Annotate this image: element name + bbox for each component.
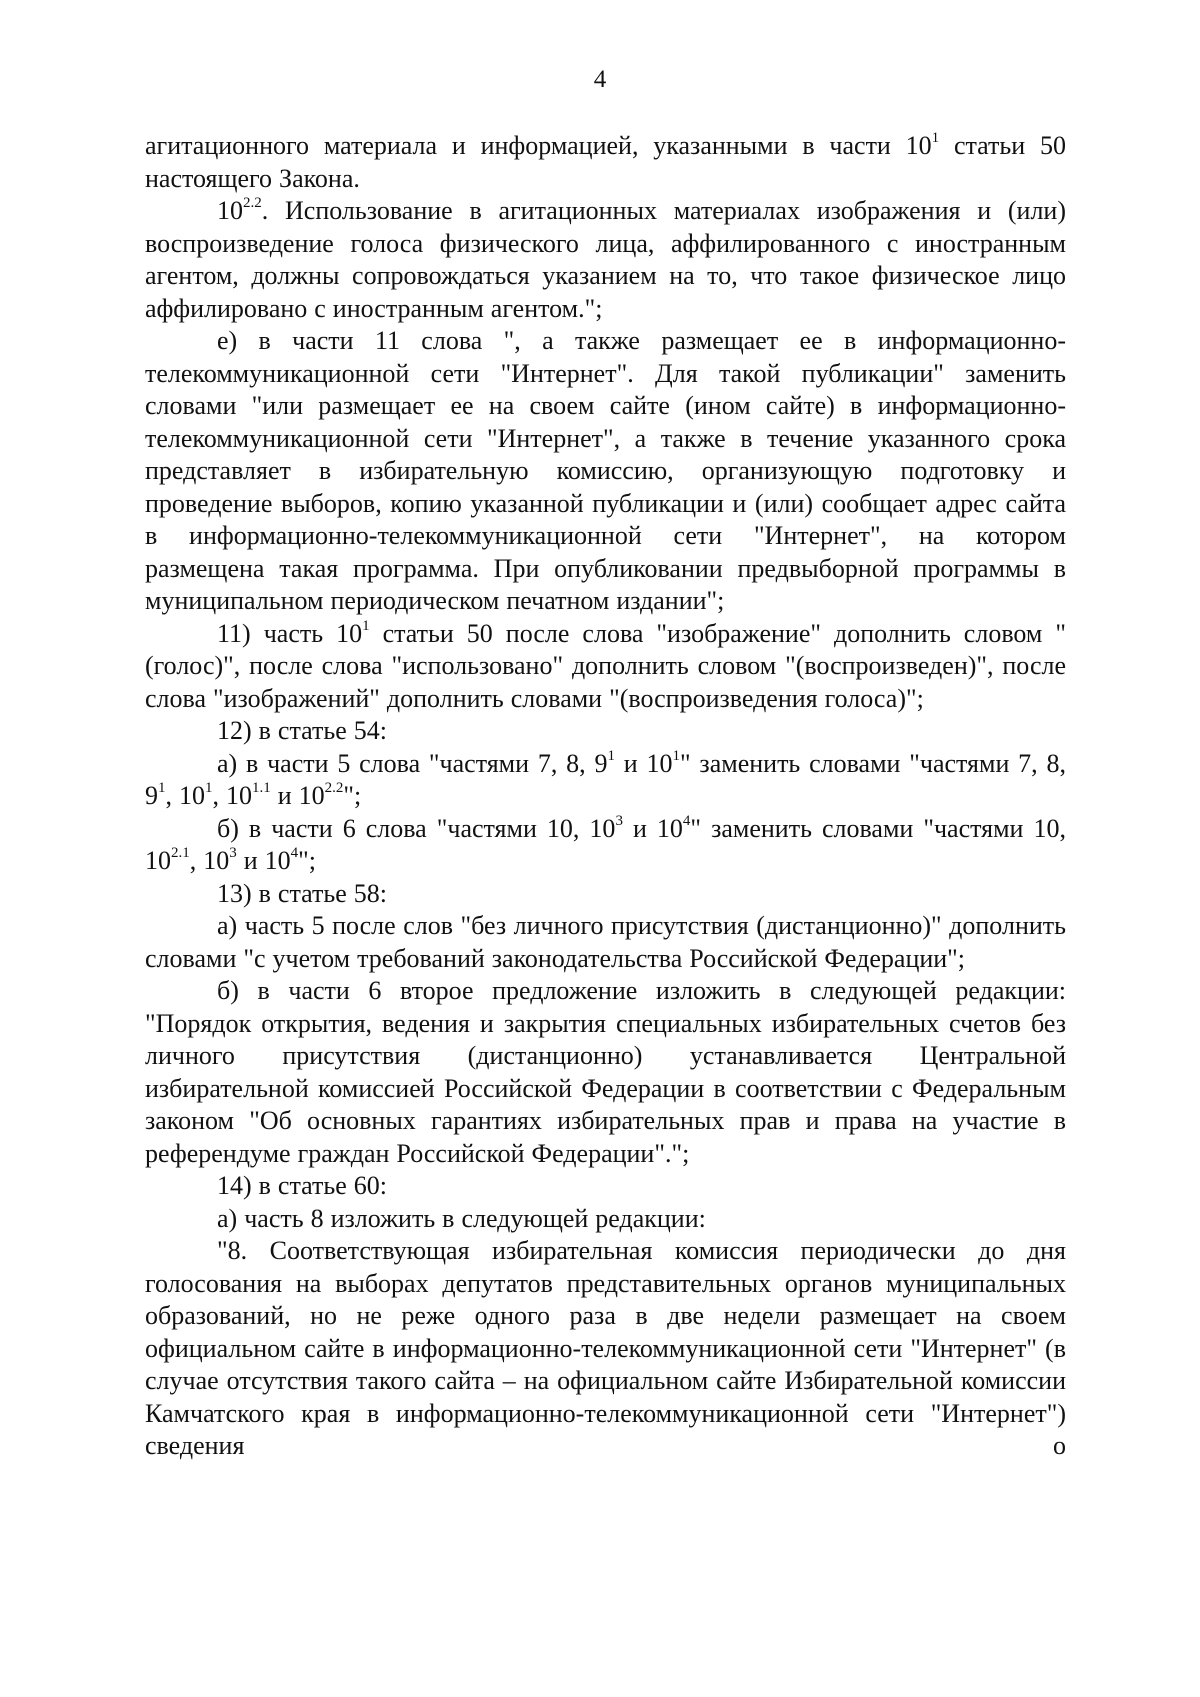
superscript: 1 <box>607 747 615 764</box>
text-run: 13) в статье 58: <box>217 878 388 908</box>
superscript: 4 <box>682 812 691 829</box>
superscript: 1 <box>362 617 370 634</box>
paragraph <box>145 195 1066 325</box>
text-run: "8. Соответствующая избирательная комиссия периодически до дня голосования на выборах депутатов представительных органов муниципальных образований, но не реже одного раза в две недели размещает на своем официальном сайте в информационно-телекоммуникационной сети "Интернет" (в случае отсутствия такого сайта – на официальном сайте Избирательной комиссии Камчатского края в информационно-телекоммуникационной сети "Интернет") сведения о <box>145 1236 1066 1460</box>
text-run: 10 <box>217 196 243 225</box>
superscript: 4 <box>290 845 299 862</box>
paragraph <box>145 618 1066 716</box>
superscript: 1.1 <box>252 780 271 797</box>
superscript: 1 <box>205 780 213 797</box>
text-run: , 10 <box>212 781 252 810</box>
paragraph <box>145 975 1066 1170</box>
text-run: б) в части 6 слова "частями 10, 10 <box>217 813 616 843</box>
paragraph <box>145 1235 1066 1463</box>
text-run: статьи 50 после слова "изображение" дополнить словом "(голос)", после слова "использовано" дополнить словом "(воспроизведен)", после слова "изображений" дополнить словами "(воспроизведения голоса)"; <box>145 618 1066 713</box>
text-run: "; <box>343 781 362 810</box>
superscript: 3 <box>229 845 237 862</box>
superscript: 2.2 <box>243 195 262 212</box>
text-run: 11) часть 10 <box>217 618 363 648</box>
paragraph <box>145 748 1066 813</box>
text-run: , 10 <box>189 846 230 875</box>
superscript: 2.2 <box>324 780 344 797</box>
text-run: 14) в статье 60: <box>217 1171 388 1200</box>
paragraph <box>145 813 1066 878</box>
text-run: . Использование в агитационных материалах изображения и (или) воспроизведение голоса физического лица, аффилированного с иностранным агентом, должны сопровождаться указанием на то, что такое физическое лицо аффилировано с иностранным агентом."; <box>145 196 1066 323</box>
text-run: " заменить словами "частями 7, 8, 9 <box>145 748 1066 810</box>
page-number: 4 <box>593 66 607 93</box>
text-run: статьи 50 настоящего Закона. <box>145 131 1066 193</box>
text-run: б) в части 6 второе предложение изложить в следующей редакции: "Порядок открытия, ведения и закрытия специальных избирательных счетов без личного присутствия (дистанционно) устанавливается Центральной избирательной комиссией Российской Федерации в соответствии с Федеральным законом "Об основных гарантиях избирательных прав и права на участие в референдуме граждан Российской Федерации"."; <box>145 976 1066 1168</box>
text-run: " заменить словами "частями 10, 10 <box>145 813 1066 875</box>
document-body <box>145 130 1066 1463</box>
text-run: 12) в статье 54: <box>217 716 388 745</box>
text-run: и 10 <box>614 748 673 778</box>
superscript: 1 <box>158 780 166 797</box>
text-run: "; <box>298 846 317 875</box>
text-run: и 10 <box>270 781 325 810</box>
text-run: е) в части 11 слова ", а также размещает ее в информационно-телекоммуникационной сети "Интернет". Для такой публикации" заменить словами "или размещает ее на своем сайте (ином сайте) в информационно-телекоммуникационной сети "Интернет", а также в течение указанного срока представляет в избирательную комиссию, организующую подготовку и проведение выборов, копию указанной публикации и (или) сообщает адрес сайта в информационно-телекоммуникационной сети "Интернет", на котором размещена такая программа. При опубликовании предвыборной программы в муниципальном периодическом печатном издании"; <box>145 326 1066 615</box>
superscript: 1 <box>672 747 681 764</box>
text-run: , 10 <box>165 781 205 810</box>
paragraph <box>145 1203 1066 1236</box>
text-run: а) часть 8 изложить в следующей редакции: <box>217 1203 706 1233</box>
paragraph <box>145 1170 1066 1203</box>
paragraph <box>145 130 1066 195</box>
paragraph <box>145 910 1066 975</box>
superscript: 1 <box>931 130 940 147</box>
superscript: 2.1 <box>171 845 190 862</box>
paragraph <box>145 325 1066 618</box>
text-run: агитационного материала и информацией, указанными в части 10 <box>145 131 932 160</box>
text-run: а) часть 5 после слов "без личного присутствия (дистанционно)" дополнить словами "с учетом требований законодательства Российской Федерации"; <box>145 911 1066 973</box>
paragraph <box>145 878 1066 911</box>
paragraph <box>145 715 1066 748</box>
text-run: и 10 <box>622 813 683 843</box>
text-run: а) в части 5 слова "частями 7, 8, 9 <box>217 748 608 778</box>
text-run: и 10 <box>236 846 291 875</box>
superscript: 3 <box>615 812 623 829</box>
